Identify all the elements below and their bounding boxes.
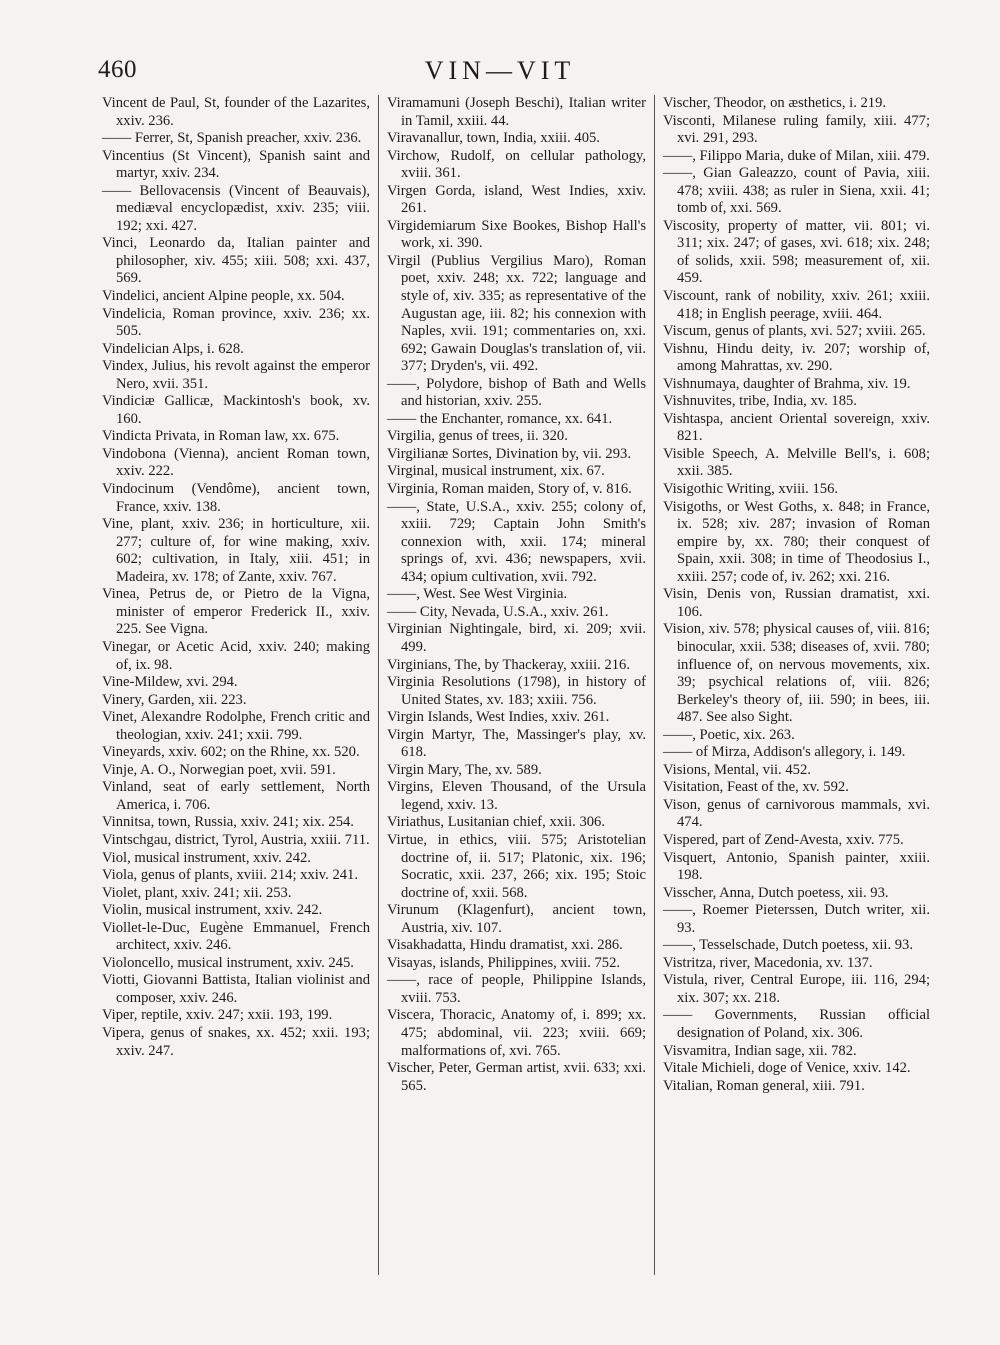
index-entry: Viravanallur, town, India, xxiii. 405.	[387, 130, 600, 147]
index-entry: Vispered, part of Zend-Avesta, xxiv. 775.	[663, 831, 904, 848]
index-entry: Viol, musical instrument, xxiv. 242.	[102, 849, 311, 866]
index-entry: Visconti, Milanese ruling family, xiii. 477; xvi. 291, 293.	[663, 112, 930, 147]
index-entry: —— Ferrer, St, Spanish preacher, xxiv. 236.	[102, 130, 362, 147]
index-entry: Vitalian, Roman general, xiii. 791.	[663, 1077, 865, 1094]
index-entry: Visayas, islands, Philippines, xviii. 752.	[387, 954, 621, 971]
index-entry: Virgilianæ Sortes, Divination by, vii. 293.	[387, 445, 631, 462]
index-entry: Viscum, genus of plants, xvi. 527; xviii. 265.	[663, 323, 926, 340]
index-entry: Violoncello, musical instrument, xxiv. 245.	[102, 954, 354, 971]
index-entry: ——, State, U.S.A., xxiv. 255; colony of, xxiii. 729; Captain John Smith's connexion with, xxii. 174; mineral springs of, xvi. 436; newspapers, xvii. 434; opium cultivation, xvii. 792.	[387, 498, 646, 585]
index-entry: Virgin Islands, West Indies, xxiv. 261.	[387, 709, 610, 726]
index-entry: Vine-Mildew, xvi. 294.	[102, 674, 238, 691]
index-entry: Vishtaspa, ancient Oriental sovereign, xxiv. 821.	[663, 410, 930, 445]
index-entry: Vitale Michieli, doge of Venice, xxiv. 142.	[663, 1060, 911, 1077]
index-entry: Viola, genus of plants, xviii. 214; xxiv. 241.	[102, 867, 358, 884]
index-entry: Virgen Gorda, island, West Indies, xxiv. 261.	[387, 182, 646, 217]
index-entry: Visvamitra, Indian sage, xii. 782.	[663, 1042, 857, 1059]
index-entry: Vishnumaya, daughter of Brahma, xiv. 19.	[663, 375, 911, 392]
page-number: 460	[98, 56, 137, 83]
index-entry: Vindelician Alps, i. 628.	[102, 340, 244, 357]
index-entry: ——, West. See West Virginia.	[387, 586, 568, 603]
index-entry: Vindelicia, Roman province, xxiv. 236; xx. 505.	[102, 305, 370, 340]
index-entry: Visitation, Feast of the, xv. 592.	[663, 779, 849, 796]
index-entry: Virginia Resolutions (1798), in history of United States, xv. 183; xxiii. 756.	[387, 674, 646, 708]
index-entry: Vision, xiv. 578; physical causes of, viii. 816; binocular, xxii. 538; diseases of, xvii. 780; influence of, on nervous movements, xix. 39; psychical relations of, viii. 826; Berkeley's theory of, iii. 590; in bees, iii. 487. See also Sight.	[663, 621, 930, 726]
index-entry: Visigoths, or West Goths, x. 848; in France, ix. 528; xiv. 287; invasion of Roman empire by, xx. 780; their conquest of Spain, xxii. 308; in time of Theodosius I., xxiii. 257; code of, iv. 262; xxi. 216.	[663, 498, 930, 585]
index-entry: Vishnuvites, tribe, India, xv. 185.	[663, 393, 857, 410]
index-entry: Vinery, Garden, xii. 223.	[102, 691, 247, 708]
index-entry: —— Governments, Russian official designation of Poland, xix. 306.	[663, 1007, 930, 1041]
index-entry: Vinje, A. O., Norwegian poet, xvii. 591.	[102, 761, 336, 778]
index-entry: Vindocinum (Vendôme), ancient town, France, xxiv. 138.	[102, 481, 370, 515]
index-entry: Vinet, Alexandre Rodolphe, French critic and theologian, xxiv. 241; xxii. 799.	[102, 709, 370, 743]
index-entry: Vintschgau, district, Tyrol, Austria, xxiii. 711.	[102, 831, 370, 848]
index-entry: Virgins, Eleven Thousand, of the Ursula legend, xxiv. 13.	[387, 779, 646, 813]
index-entry: Violin, musical instrument, xxiv. 242.	[102, 902, 323, 919]
index-entry: Viriathus, Lusitanian chief, xxii. 306.	[387, 814, 605, 831]
index-entry: Vincent de Paul, St, founder of the Lazarites, xxiv. 236.	[102, 95, 370, 129]
index-entry: Vinci, Leonardo da, Italian painter and philosopher, xiv. 455; xiii. 508; xxi. 437, 569.	[102, 235, 370, 287]
index-entry: Viscera, Thoracic, Anatomy of, i. 899; xx. 475; abdominal, vii. 223; xviii. 669; malformations of, xvi. 765.	[387, 1007, 646, 1059]
index-entry: Virgidemiarum Sixe Bookes, Bishop Hall's work, xi. 390.	[387, 217, 646, 252]
index-entry: Vipera, genus of snakes, xx. 452; xxii. 193; xxiv. 247.	[102, 1024, 370, 1059]
index-entry: —— of Mirza, Addison's allegory, i. 149.	[663, 744, 906, 761]
index-entry: Virgin Martyr, The, Massinger's play, xv. 618.	[387, 726, 646, 761]
index-entry: ——, Poetic, xix. 263.	[663, 726, 795, 743]
index-entry: —— City, Nevada, U.S.A., xxiv. 261.	[387, 603, 609, 620]
index-entry: ——, race of people, Philippine Islands, xviii. 753.	[387, 972, 646, 1006]
index-entry: —— Bellovacensis (Vincent of Beauvais), mediæval encyclopædist, xxiv. 235; viii. 192; xxi. 427.	[102, 182, 370, 234]
index-entry: Visakhadatta, Hindu dramatist, xxi. 286.	[387, 937, 623, 954]
index-entry: Vinnitsa, town, Russia, xxiv. 241; xix. 254.	[102, 814, 354, 831]
index-entry: Vistritza, river, Macedonia, xv. 137.	[663, 954, 873, 971]
index-entry: Vindex, Julius, his revolt against the emperor Nero, xvii. 351.	[102, 358, 370, 392]
index-entry: Viper, reptile, xxiv. 247; xxii. 193, 199.	[102, 1007, 333, 1024]
index-entry: Virgil (Publius Vergilius Maro), Roman poet, xxiv. 248; xx. 722; language and style of, xiv. 335; as representative of the Augustan age, iii. 82; his connexion with Naples, xvii. 191; commentaries on, xxi. 692; Gawain Douglas's translation of, vii. 377; Dryden's, vii. 492.	[387, 252, 646, 375]
index-entry: Visquert, Antonio, Spanish painter, xxiii. 198.	[663, 849, 930, 884]
index-entry: —— the Enchanter, romance, xx. 641.	[387, 410, 613, 427]
index-columns	[102, 95, 932, 1275]
index-entry: Vishnu, Hindu deity, iv. 207; worship of, among Mahrattas, xv. 290.	[663, 340, 930, 375]
index-entry: Vison, genus of carnivorous mammals, xvi. 474.	[663, 796, 930, 831]
index-entry: Visigothic Writing, xviii. 156.	[663, 481, 839, 498]
index-entry: Vinland, seat of early settlement, North America, i. 706.	[102, 779, 370, 813]
index-entry: Vischer, Peter, German artist, xvii. 633; xxi. 565.	[387, 1060, 646, 1094]
index-entry: Vineyards, xxiv. 602; on the Rhine, xx. 520.	[102, 744, 360, 761]
index-entry: Viscount, rank of nobility, xxiv. 261; xxiii. 418; in English peerage, xviii. 464.	[663, 288, 930, 322]
index-entry: ——, Gian Galeazzo, count of Pavia, xiii. 478; xviii. 438; as ruler in Siena, xxii. 41; tomb of, xxi. 569.	[663, 165, 930, 217]
index-entry: Visible Speech, A. Melville Bell's, i. 608; xxii. 385.	[663, 445, 930, 480]
index-entry: Virginian Nightingale, bird, xi. 209; xvii. 499.	[387, 621, 646, 655]
index-entry: ——, Polydore, bishop of Bath and Wells and historian, xxiv. 255.	[387, 375, 646, 410]
index-column-1	[102, 95, 378, 1275]
index-entry: Virtue, in ethics, viii. 575; Aristotelian doctrine of, ii. 517; Platonic, xix. 196; Socratic, xxii. 237, 266; xix. 195; Stoic doctrine of, xxii. 568.	[387, 831, 646, 901]
index-entry: Visin, Denis von, Russian dramatist, xxi. 106.	[663, 586, 930, 620]
index-entry: Violet, plant, xxiv. 241; xii. 253.	[102, 884, 292, 901]
index-entry: Vindiciæ Gallicæ, Mackintosh's book, xv. 160.	[102, 393, 370, 427]
index-entry: Vinegar, or Acetic Acid, xxiv. 240; making of, ix. 98.	[102, 638, 370, 673]
index-entry: Virunum (Klagenfurt), ancient town, Austria, xiv. 107.	[387, 902, 646, 936]
index-entry: Vincentius (St Vincent), Spanish saint and martyr, xxiv. 234.	[102, 147, 370, 182]
index-entry: Vindobona (Vienna), ancient Roman town, xxiv. 222.	[102, 445, 370, 480]
index-entry: Vischer, Theodor, on æsthetics, i. 219.	[663, 95, 887, 111]
index-entry: Vindelici, ancient Alpine people, xx. 504.	[102, 288, 345, 305]
index-entry: Vindicta Privata, in Roman law, xx. 675.	[102, 428, 340, 445]
index-entry: ——, Filippo Maria, duke of Milan, xiii. 479.	[663, 147, 930, 164]
index-entry: ——, Roemer Pieterssen, Dutch writer, xii. 93.	[663, 902, 930, 936]
index-entry: Virginians, The, by Thackeray, xxiii. 216.	[387, 656, 630, 673]
index-entry: Virginia, Roman maiden, Story of, v. 816.	[387, 481, 632, 498]
index-entry: Viramamuni (Joseph Beschi), Italian writer in Tamil, xxiii. 44.	[387, 95, 646, 129]
index-entry: Virginal, musical instrument, xix. 67.	[387, 463, 605, 480]
index-column-3	[654, 95, 930, 1275]
index-entry: Vine, plant, xxiv. 236; in horticulture, xii. 277; culture of, for wine making, xxiv. 602; cultivation, in Italy, xiii. 451; in Madeira, xv. 178; of Zante, xxiv. 767.	[102, 516, 370, 585]
index-entry: Virgilia, genus of trees, ii. 320.	[387, 428, 568, 445]
index-entry: Visscher, Anna, Dutch poetess, xii. 93.	[663, 884, 889, 901]
index-entry: Viollet-le-Duc, Eugène Emmanuel, French architect, xxiv. 246.	[102, 919, 370, 954]
index-column-2	[378, 95, 654, 1275]
index-entry: Visions, Mental, vii. 452.	[663, 761, 811, 778]
index-entry: Vinea, Petrus de, or Pietro de la Vigna, minister of emperor Frederick II., xxiv. 225. See Vigna.	[102, 586, 370, 638]
index-entry: Virchow, Rudolf, on cellular pathology, xviii. 361.	[387, 147, 646, 182]
running-head: VIN—VIT	[424, 56, 576, 85]
index-entry: Viotti, Giovanni Battista, Italian violinist and composer, xxiv. 246.	[102, 972, 370, 1006]
index-entry: ——, Tesselschade, Dutch poetess, xii. 93.	[663, 937, 914, 954]
index-entry: Vistula, river, Central Europe, iii. 116, 294; xix. 307; xx. 218.	[663, 972, 930, 1006]
index-entry: Viscosity, property of matter, vii. 801; vi. 311; xix. 247; of gases, xvi. 618; xix. 248; of solids, xxii. 598; measurement of, xii. 459.	[663, 217, 930, 287]
index-entry: Virgin Mary, The, xv. 589.	[387, 761, 542, 778]
